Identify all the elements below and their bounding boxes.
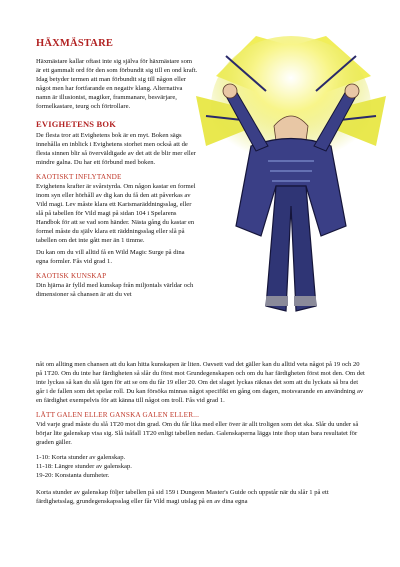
kaos-paragraph: Evighetens krafter är svårstyrda. Om någon kastar en formel inom syn eller hörhåll av dig kan du få den att påverkas av Vild magi. Lev måste klara ett Karismaräddningsslag, eller slå på tabellen för Vild magi på sidan 104 i Spelarens Handbok för att se vad som händer. Nästa gång du kastar en formel måste du själv klara ett räddningsslag eller slå på tabellen om det inte gått mer än 1 timme. <box>36 183 196 244</box>
bok-paragraph: De flesta tror att Evighetens bok är en myt. Boken sägs innehålla en inblick i Evighetens storhet men också att de flesta sinnen blir så överväldigade av det att de blir mer eller mindre galna. Du har ett förbund med boken. <box>36 132 196 166</box>
list-item: 11-18: Längre stunder av galenskap. <box>36 463 132 470</box>
section-heading-kaos: KAOTISKT INFLYTANDE <box>36 173 122 181</box>
galen-paragraph: Vid varje grad måste du slå 1T20 mot din grad. Om du får lika med eller över är allt troligen som det ska. Slår du under så börjar lite galenskap visa sig. Slå isåfall 1T20 enligt tabellen nedan. Galenskaperna läggs inte ihop utan bara resultatet för graden gäller. <box>36 421 359 446</box>
warlock-figure <box>223 84 359 311</box>
page-title: HÄXMÄSTARE <box>36 38 114 49</box>
section-heading-galen: LÄTT GALEN ELLER GANSKA GALEN ELLER... <box>36 411 200 419</box>
full-width-block <box>36 360 366 509</box>
galenskap-list <box>36 453 366 480</box>
kunskap-paragraph-wide: nåt om allting men chansen att du kan hitta kunskapen är liten. Oavsett vad det gäller kan du alltid veta något på 19 och 20 på 1T20. Om du inte har färdigheten så slår du först mot Grundegenskapen och om du har färdigheten först mot den. Om det inte lyckas så kan du slå igen för att se om du får 19 eller 20. Om det slaget lyckas räknas det som att du lyckats så bra det går i de fallen som det spelar roll. Du kan försöka minnas något specifikt en gång om dagen, motsvarande en användning av en färdighet exempelvis för att känna till något om troll. Fås vid grad 1. <box>36 361 365 404</box>
footer-paragraph: Korta stunder av galenskap följer tabellen på sid 159 i Dungeon Master's Guide och uppstår när du slår 1 på ett färdighetsslag, grundegenskapsslag eller får Vild magi utslag på en av dina egna <box>36 489 329 505</box>
section-heading-kunskap: KAOTISK KUNSKAP <box>36 272 107 280</box>
intro-paragraph: Häxmästare kallar oftast inte sig själva för häxmästare som är ett gammalt ord för den som förbundit sig till en ond kraft. Idag betyder termen att man förbundit sig till någon eller något men har fortfarande en negativ klang. Alternativa namn är illusionist, magiker, frammanare, besvärjare, formelkastare, teurg och förtrollare. <box>36 58 198 110</box>
kaos-paragraph-2: Du kan om du vill alltid få en Wild Magic Surge på dina egna formler. Fås vid grad 1. <box>36 249 185 265</box>
left-column <box>36 38 198 302</box>
section-heading-bok: EVIGHETENS BOK <box>36 119 117 129</box>
list-item: 19-20: Konstanta dumheter. <box>36 472 110 479</box>
kunskap-paragraph-narrow: Din hjärna är fylld med kunskap från miljontals världar och dimensioner så chansen är att du vet <box>36 282 194 298</box>
warlock-illustration <box>196 36 386 336</box>
list-item: 1-10: Korta stunder av galenskap. <box>36 454 126 461</box>
